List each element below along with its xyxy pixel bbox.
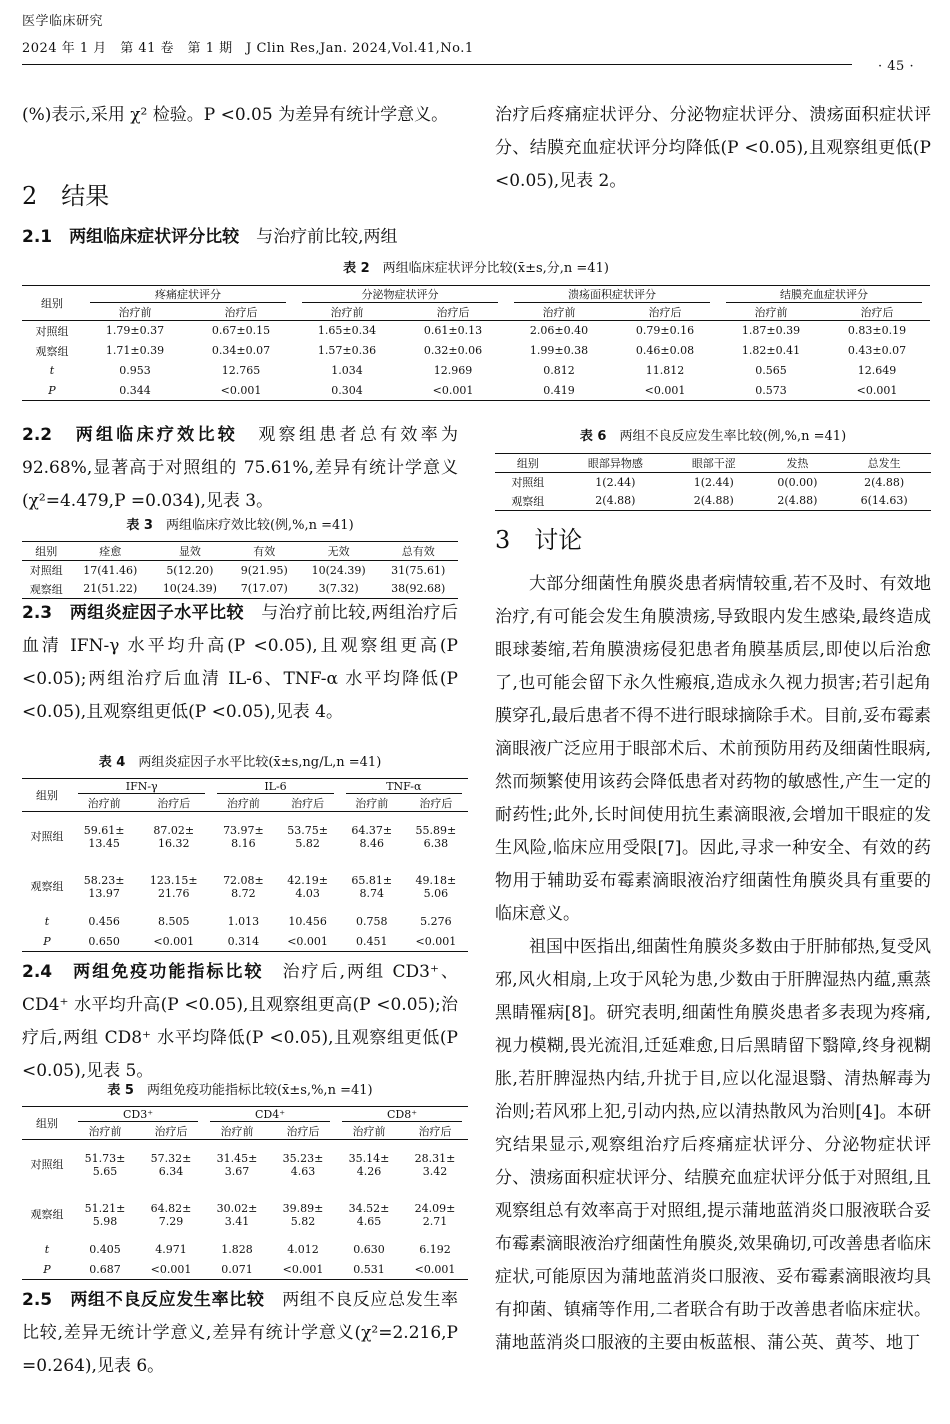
section-3-heading: 3 讨论 [495,526,583,554]
table-cell: 观察组 [35,344,69,358]
table-cell: 10.456 [288,915,327,928]
table-row [22,862,468,912]
table-cell: 0.565 [755,364,787,377]
table4-sub-after: 治疗后 [276,795,340,812]
table-cell: 1.57±0.36 [317,344,377,357]
subsection-2-5 [22,1284,458,1383]
table-cell: 1.71±0.39 [105,344,165,357]
table5-title: 两组免疫功能指标比较(x̄±s,%,n =41) [146,1083,373,1098]
subsection-2-1 [22,221,458,254]
table-cell: 对照组 [29,564,63,578]
table-cell: 4.971 [155,1243,187,1256]
table3-caption [22,514,458,533]
table-cell: 1(2.44) [693,475,734,489]
table2-sub-after: 治疗后 [824,304,930,321]
table2-sub-after: 治疗后 [400,304,506,321]
table-cell: <0.001 [282,1262,324,1276]
table-cell: 35.23± 4.63 [282,1151,324,1178]
table3-head-total: 总有效 [378,542,458,561]
table-cell: 0.953 [119,364,151,377]
table-cell: 31.45± 3.67 [216,1151,258,1178]
table-cell: 39.89± 5.82 [282,1201,324,1228]
table-cell: 10(24.39) [311,563,366,577]
table-row [22,1260,468,1280]
table-row [22,812,468,862]
table5-sub-before: 治疗前 [336,1123,402,1140]
table-cell: P [43,1262,51,1276]
table-cell: 5.276 [420,915,452,928]
table3-head-effective: 有效 [230,542,299,561]
table-row [22,361,930,381]
table-cell: 0.812 [543,364,575,377]
table2-group-secretion: 分泌物症状评分 [302,286,498,303]
table2-group-congestion: 结膜充血症状评分 [726,286,922,303]
page-number: · 45 · [878,59,915,74]
table-cell: 64.82± 7.29 [150,1201,192,1228]
table-cell: 0.630 [353,1243,385,1256]
subsection-2-2-text: 观察组患者总有效率为 92.68%,显著高于对照组的 75.61%,差异有统计学意义(χ²=4.479,P =0.034),见表 3。 [22,425,459,511]
table3-label: 表 3 [126,518,153,533]
right-paragraph-top: 治疗后疼痛症状评分、分泌物症状评分、溃疡面积症状评分、结膜充血症状评分均降低(P <0.05),且观察组更低(P <0.05),见表 2。 [495,105,931,191]
table5-group-cd4: CD4⁺ [210,1108,330,1122]
table-cell: 51.73± 5.65 [84,1151,126,1178]
table-row [22,1240,468,1260]
discussion-paragraph-2: 祖国中医指出,细菌性角膜炎多数由于肝肺郁热,复受风邪,风火相扇,上攻于风轮为患,少数由于肝脾湿热内蕴,熏蒸黑睛罹病[8]。研究表明,细菌性角膜炎患者多表现为疼痛,视力模糊,畏光流泪,迁延难愈,日后黑睛留下翳障,终身视糊胀,若肝脾湿热内结,升扰于目,应以化湿退翳、清热解毒为治则;若风邪上犯,引动内热,应以清热散风为治则[4]。本研究结果显示,观察组治疗后疼痛症状评分、分泌物症状评分、溃疡面积症状评分、结膜充血症状评分低于对照组,且观察组总有效率高于对照组,提示蒲地蓝消炎口服液联合妥布霉素滴眼液治疗细菌性角膜炎,效果确切,可改善患者临床症状,可能原因为蒲地蓝消炎口服液、妥布霉素滴眼液均具有抑菌、镇痛等作用,二者联合有助于改善患者临床症状。蒲地蓝消炎口服液的主要由板蓝根、蒲公英、黄芩、地丁 [495,937,931,1353]
table-cell: 30.02± 3.41 [216,1201,258,1228]
table-cell: 1.99±0.38 [529,344,589,357]
table-row [22,341,930,361]
table3-head-cured: 痊愈 [71,542,151,561]
subsection-2-1-text: 与治疗前比较,两组 [256,227,398,247]
table4-group-head: 组别 [22,779,72,812]
table-cell: 49.18± 5.06 [415,873,457,900]
table-cell: 58.23± 13.97 [83,873,125,900]
table4-sub-before: 治疗前 [211,795,275,812]
table-row [22,912,468,932]
subsection-2-3-title: 2.3 两组炎症因子水平比较 [22,603,244,623]
table-cell: 21(51.22) [83,582,138,596]
table-cell: 2(4.88) [595,494,636,508]
subsection-2-3 [22,597,458,729]
subsection-2-4-title: 2.4 两组免疫功能指标比较 [22,962,264,982]
table-row [22,1140,468,1190]
table-cell: 1.65±0.34 [317,324,377,338]
left-paragraph-intro: (%)表示,采用 χ² 检验。P <0.05 为差异有统计学意义。 [22,105,449,125]
table-cell: 6(14.63) [860,494,908,508]
table-cell: 123.15± 21.76 [149,873,198,900]
table-cell: <0.001 [856,383,898,397]
table-cell: 31(75.61) [391,563,446,577]
table4-sub-after: 治疗后 [404,795,468,812]
table-cell: <0.001 [432,383,474,397]
table-cell: 35.14± 4.26 [348,1151,390,1178]
table-row [22,580,458,599]
table-cell: 64.37± 8.46 [351,823,393,850]
table-cell: 0.758 [355,915,388,928]
table3-head-group: 组别 [22,542,71,561]
table-cell: 2(4.88) [693,494,734,508]
table5-caption [22,1079,458,1098]
table-cell: 0.573 [755,383,787,397]
table-cell: 对照组 [30,1158,64,1172]
table-cell: 73.97± 8.16 [223,823,264,850]
table6-head-total: 总发生 [837,454,931,473]
table-cell: 38(92.68) [391,582,446,596]
subsection-2-4-text: 治疗后,两组 CD3⁺、CD4⁺ 水平均升高(P <0.05),且观察组更高(P <0.05);治疗后,两组 CD8⁺ 水平均降低(P <0.05),且观察组更低(P <0.05),见表 5。 [22,962,458,1081]
table-cell: 0.419 [543,383,575,397]
table-cell: 12.969 [433,364,473,377]
table4-sub-before: 治疗前 [72,795,136,812]
table-cell: <0.001 [220,383,262,397]
table2-sub-before: 治疗前 [294,304,400,321]
table-row [22,561,458,580]
table3 [22,541,458,599]
table-cell: 观察组 [30,1208,64,1221]
table-row [22,932,468,952]
journal-name: 医学临床研究 [22,14,104,29]
table4-label: 表 4 [98,755,126,770]
table-row [22,381,930,401]
table-cell: t [49,364,55,377]
table-cell: 87.02± 16.32 [153,823,195,850]
table6 [495,453,931,511]
table4 [22,778,468,952]
table4-title: 两组炎症因子水平比较(x̄±s,ng/L,n =41) [138,755,382,770]
table5-sub-before: 治疗前 [204,1123,270,1140]
table-cell: 53.75± 5.82 [287,823,328,850]
table2 [22,285,930,401]
table2-group-head: 组别 [22,286,82,321]
table-cell: 0.43±0.07 [847,344,907,357]
table5-sub-before: 治疗前 [72,1123,138,1140]
table-cell: 0.67±0.15 [211,324,271,338]
table2-sub-before: 治疗前 [82,304,188,321]
table5-sub-after: 治疗后 [138,1123,204,1140]
table6-label: 表 6 [579,429,607,444]
table-cell: 0.83±0.19 [847,324,907,338]
table-cell: 11.812 [645,364,685,377]
table-cell: 观察组 [511,494,545,508]
table-cell: 对照组 [35,324,69,338]
section-2-heading: 2 结果 [22,182,110,210]
table6-head-group: 组别 [495,454,561,473]
table-cell: 0.687 [89,1262,121,1276]
table-cell: 5(12.20) [166,563,214,577]
table-cell: 1(2.44) [595,475,636,489]
table-cell: 6.192 [419,1243,451,1256]
table-cell: 0(0.00) [777,475,818,489]
subsection-2-1-title: 2.1 两组临床症状评分比较 [22,227,240,247]
table-cell: 观察组 [30,880,64,893]
table4-sub-before: 治疗前 [340,795,404,812]
table-cell: 42.19± 4.03 [287,873,328,900]
table-cell: 59.61± 13.45 [83,823,125,850]
table4-group-tnf: TNF-α [346,780,462,794]
table-cell: 0.32±0.06 [423,344,483,357]
table-cell: 1.013 [227,915,260,928]
table6-title: 两组不良反应发生率比较(例,%,n =41) [619,429,847,444]
table5-group-cd3: CD3⁺ [78,1108,198,1122]
table-cell: P [48,383,56,397]
table-row [22,1190,468,1240]
table-cell: <0.001 [415,934,457,948]
table-cell: 7(17.07) [240,582,288,596]
table-cell: 2.06±0.40 [529,324,589,338]
table-cell: 28.31± 3.42 [414,1151,456,1178]
table5-group-head: 组别 [22,1107,72,1140]
table-cell: 1.828 [221,1243,253,1256]
table-cell: 观察组 [29,582,63,596]
discussion-paragraph-1: 大部分细菌性角膜炎患者病情较重,若不及时、有效地治疗,有可能会发生角膜溃疡,导致眼内发生感染,最终造成眼球萎缩,若角膜溃疡侵犯患者角膜基质层,即使以后治愈了,也可能会留下永久性瘢痕,造成永久视力损害;若引起角膜穿孔,最后患者不得不进行眼球摘除手术。目前,妥布霉素滴眼液广泛应用于眼部术后、术前预防用药及细菌性眼病,然而频繁使用该药会降低患者对药物的敏感性,产生一定的耐药性;此外,长时间使用抗生素滴眼液,会增加干眼症的发生风险,临床应用受限[7]。因此,寻求一种安全、有效的药物用于辅助妥布霉素滴眼液治疗细菌性角膜炎具有重要的临床意义。 [495,574,931,924]
table-cell: 1.82±0.41 [741,344,801,357]
table-cell: 17(41.46) [83,563,138,577]
table-row [495,473,931,492]
table4-caption [22,751,458,770]
table5-sub-after: 治疗后 [270,1123,336,1140]
table-cell: <0.001 [644,383,686,397]
table3-head-ineffective: 无效 [299,542,379,561]
table-cell: <0.001 [287,934,328,948]
table-cell: 1.79±0.37 [105,324,165,338]
table4-sub-after: 治疗后 [136,795,211,812]
table-cell: 51.21± 5.98 [84,1201,126,1228]
table5 [22,1106,468,1280]
table-cell: P [43,934,51,948]
table5-sub-after: 治疗后 [402,1123,468,1140]
table-cell: 0.79±0.16 [635,324,695,338]
table-cell: 65.81± 8.74 [351,873,393,900]
table-cell: 0.46±0.08 [635,344,695,357]
table2-sub-after: 治疗后 [612,304,718,321]
table-cell: <0.001 [150,1262,192,1276]
table2-group-ulcer: 溃疡面积症状评分 [514,286,710,303]
table-cell: 0.405 [89,1243,121,1256]
table-cell: 12.649 [857,364,897,377]
table-cell: 2(4.88) [864,475,905,489]
table-cell: 3(7.32) [318,582,359,596]
table5-label: 表 5 [107,1083,134,1098]
table-row [22,321,930,341]
table-cell: 对照组 [511,476,545,490]
table-cell: 4.012 [287,1243,319,1256]
table-cell: 0.34±0.07 [211,344,271,357]
table-cell: 0.650 [88,934,120,948]
table-cell: 12.765 [221,364,261,377]
table2-sub-before: 治疗前 [506,304,612,321]
subsection-2-2 [22,419,458,518]
table-cell: 0.61±0.13 [423,324,483,338]
table6-head-fever: 发热 [758,454,838,473]
table-cell: 0.531 [353,1262,385,1276]
table-cell: 9(21.95) [240,563,288,577]
table-cell: 0.304 [331,383,363,397]
table-cell: 57.32± 6.34 [150,1151,192,1178]
table-cell: 对照组 [30,830,64,844]
table4-group-il6: IL-6 [217,780,333,794]
table-cell: 0.071 [221,1262,253,1276]
table2-label: 表 2 [343,261,370,276]
table5-group-cd8: CD8⁺ [342,1108,462,1122]
subsection-2-2-title: 2.2 两组临床疗效比较 [22,425,239,445]
table-cell: 24.09± 2.71 [414,1201,456,1228]
table2-group-pain: 疼痛症状评分 [90,286,286,303]
table3-head-marked: 显效 [150,542,230,561]
table-cell: 1.034 [331,364,363,377]
table-cell: 0.314 [227,934,260,948]
table-cell: 72.08± 8.72 [223,873,264,900]
table-cell: t [44,1243,50,1256]
table-cell: 10(24.39) [162,582,217,596]
table2-title: 两组临床症状评分比较(x̄±s,分,n =41) [382,261,609,276]
subsection-2-3-text: 与治疗前比较,两组治疗后血清 IFN-γ 水平均升高(P <0.05),且观察组更高(P <0.05);两组治疗后血清 IL-6、TNF-α 水平均降低(P <0.05),且观察组更低(P <0.05),见表 4。 [22,603,459,722]
issue-line: 2024 年 1 月 第 41 卷 第 1 期 J Clin Res,Jan. 2024,Vol.41,No.1 [22,41,474,56]
table2-sub-before: 治疗前 [718,304,824,321]
table3-title: 两组临床疗效比较(例,%,n =41) [165,518,354,533]
table-cell: 1.87±0.39 [741,324,801,338]
table4-group-ifn: IFN-γ [78,780,205,794]
table6-head-dry-eye: 眼部干涩 [670,454,758,473]
table-cell: 0.456 [88,915,120,928]
table-cell: t [44,915,50,928]
table-cell: 34.52± 4.65 [348,1201,390,1228]
table-cell: 8.505 [158,915,190,928]
header-rule [22,64,852,65]
table-row [495,492,931,511]
table-cell: 0.451 [355,934,388,948]
table6-caption [495,425,931,444]
table-cell: 55.89± 6.38 [415,823,457,850]
table2-caption [22,257,930,276]
table2-sub-after: 治疗后 [188,304,294,321]
table6-head-foreign-body: 眼部异物感 [561,454,670,473]
subsection-2-5-text: 两组不良反应总发生率比较,差异无统计学意义,差异有统计学意义(χ²=2.216,P =0.264),见表 6。 [22,1290,459,1376]
table-cell: 2(4.88) [777,494,818,508]
table-cell: <0.001 [153,934,195,948]
subsection-2-5-title: 2.5 两组不良反应发生率比较 [22,1290,265,1310]
table-cell: <0.001 [414,1262,456,1276]
table-cell: 0.344 [119,383,151,397]
subsection-2-4 [22,956,458,1088]
